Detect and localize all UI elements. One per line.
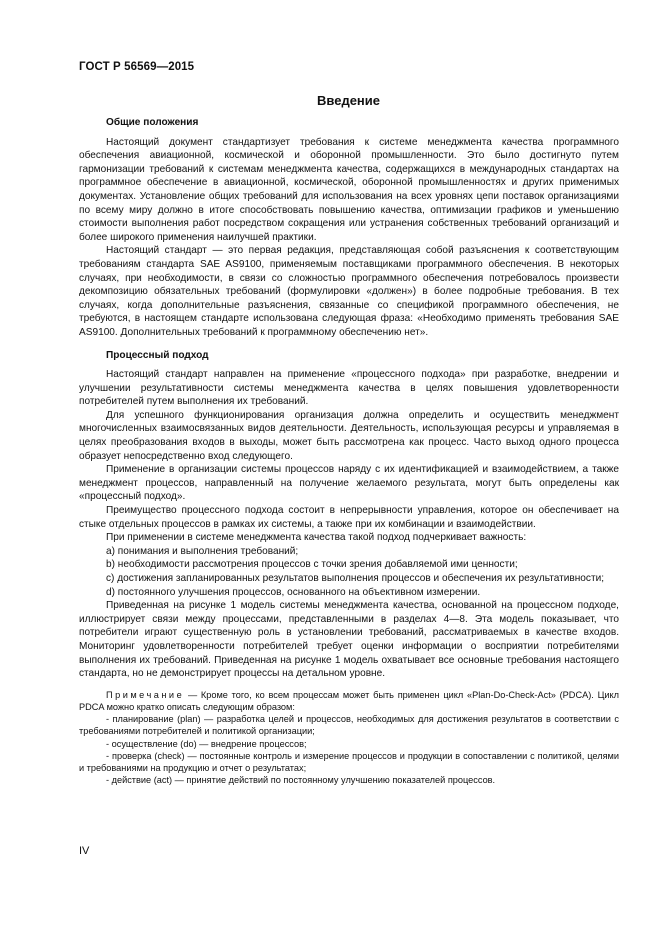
list-item: b) необходимости рассмотрения процессов с точки зрения добавляемой ими ценности; — [106, 559, 518, 571]
list-item: а) понимания и выполнения требований; — [106, 545, 299, 557]
section-heading-process: Процессный подход — [106, 349, 209, 361]
list-item: d) постоянного улучшения процессов, основанного на объективном измерении. — [106, 586, 481, 598]
paragraph: Преимущество процессного подхода состоит в непрерывности управления, которое он обеспечивает на стыке отдельных процессов в рамках их системы, а также при их комбинации и взаимодействии. — [79, 505, 619, 530]
page-number: IV — [79, 845, 90, 857]
note-list-item: - осуществление (do) — внедрение процессов; — [106, 738, 307, 749]
list-item: с) достижения запланированных результатов выполнения процессов и обеспечения их результативности; — [106, 573, 605, 584]
section-heading-general: Общие положения — [106, 117, 199, 128]
note-list-item: - действие (act) — принятие действий по постоянному улучшению показателей процессов. — [106, 775, 496, 786]
page-title: Введение — [317, 93, 380, 108]
note-label: Примечание — [106, 689, 185, 700]
note-list-item: - проверка (check) — постоянные контроль и измерение процессов и продукции в сопоставлении с политикой, целями и требованиями на продукцию и отчет о результатах; — [79, 750, 619, 773]
paragraph: Для успешного функционирования организация должна определить и осуществить менеджмент многочисленных взаимосвязанных видов деятельности. Деятельность, использующая ресурсы и управляемая в целях преобразования входов в выходы, может быть рассмотрена как процесс. Часто выход одного процесса образует непосредственно вход следующего. — [79, 409, 619, 462]
document-code: ГОСТ Р 56569—2015 — [79, 61, 195, 73]
paragraph: Настоящий стандарт — это первая редакция, представляющая собой разъяснения к соответствующим требованиям стандарта SAE AS9100, применяемым поставщиками программного обеспечения. В некоторых случаях, при необходимости, в связи со сложностью программного обеспечения потребовалось произвести декомпозицию обязательных требований (формулировки «должен») в более подробные требования. В тех случаях, когда дополнительные разъяснения, связанные со спецификой программного обеспечения, не требуются, в настоящем стандарте использована следующая фраза: «Необходимо применять требования SAE AS9100. Дополнительных требований к программному обеспечению нет». — [79, 245, 619, 338]
paragraph: Приведенная на рисунке 1 модель системы менеджмента качества, основанной на процессном подходе, иллюстрирует связи между процессами, представленными в разделах 4—8. Эта модель показывает, что потребители играют существенную роль в установлении требований, рассматриваемых в качестве входов. Мониторинг удовлетворенности потребителей требует оценки информации о восприятии потребителями выполнения их требований. Приведенная на рисунке 1 модель охватывает все основные требования настоящего стандарта, но не демонстрирует процессы на детальном уровне. — [79, 600, 619, 680]
note-intro — [79, 689, 619, 713]
note-block — [79, 689, 619, 787]
note-text: — Кроме того, ко всем процессам может быть применен цикл «Plan-Do-Check-Act» (PDCA). Цикл PDCA можно кратко описать следующим образом: — [79, 689, 619, 712]
paragraph: При применении в системе менеджмента качества такой подход подчеркивает важность: — [106, 532, 527, 544]
spacer — [79, 340, 619, 349]
paragraph: Настоящий стандарт направлен на применение «процессного подхода» при разработке, внедрении и улучшении результативности системы менеджмента качества в целях повышения удовлетворенности потребителей путем выполнения их требований. — [79, 369, 619, 408]
paragraph: Применение в организации системы процессов наряду с их идентификацией и взаимодействием, а также менеджмент процессов, направленный на получение желаемого результата, могут быть определены как «процессный подход». — [79, 464, 619, 503]
body-text — [79, 116, 619, 786]
note-list-item: - планирование (plan) — разработка целей и процессов, необходимых для достижения результатов в соответствии с требованиями потребителей и политикой организации; — [79, 714, 619, 737]
paragraph: Настоящий документ стандартизует требования к системе менеджмента качества программного обеспечения авиационной, космической и оборонной промышленности. Это было достигнуто путем гармонизации требований к системам менеджмента качества, содержащихся в международных стандартах на программное обеспечение в авиационной, космической, оборонной промышленностях и других применимых документах. Установление общих требований для использования на всех уровнях цепи поставок организациями по всему миру должно в итоге способствовать повышению качества, оптимизации графиков и уменьшению стоимости выполнения работ посредством сокращения или устранения собственных требований организаций и более широкого применения наилучшей практики. — [79, 136, 619, 243]
